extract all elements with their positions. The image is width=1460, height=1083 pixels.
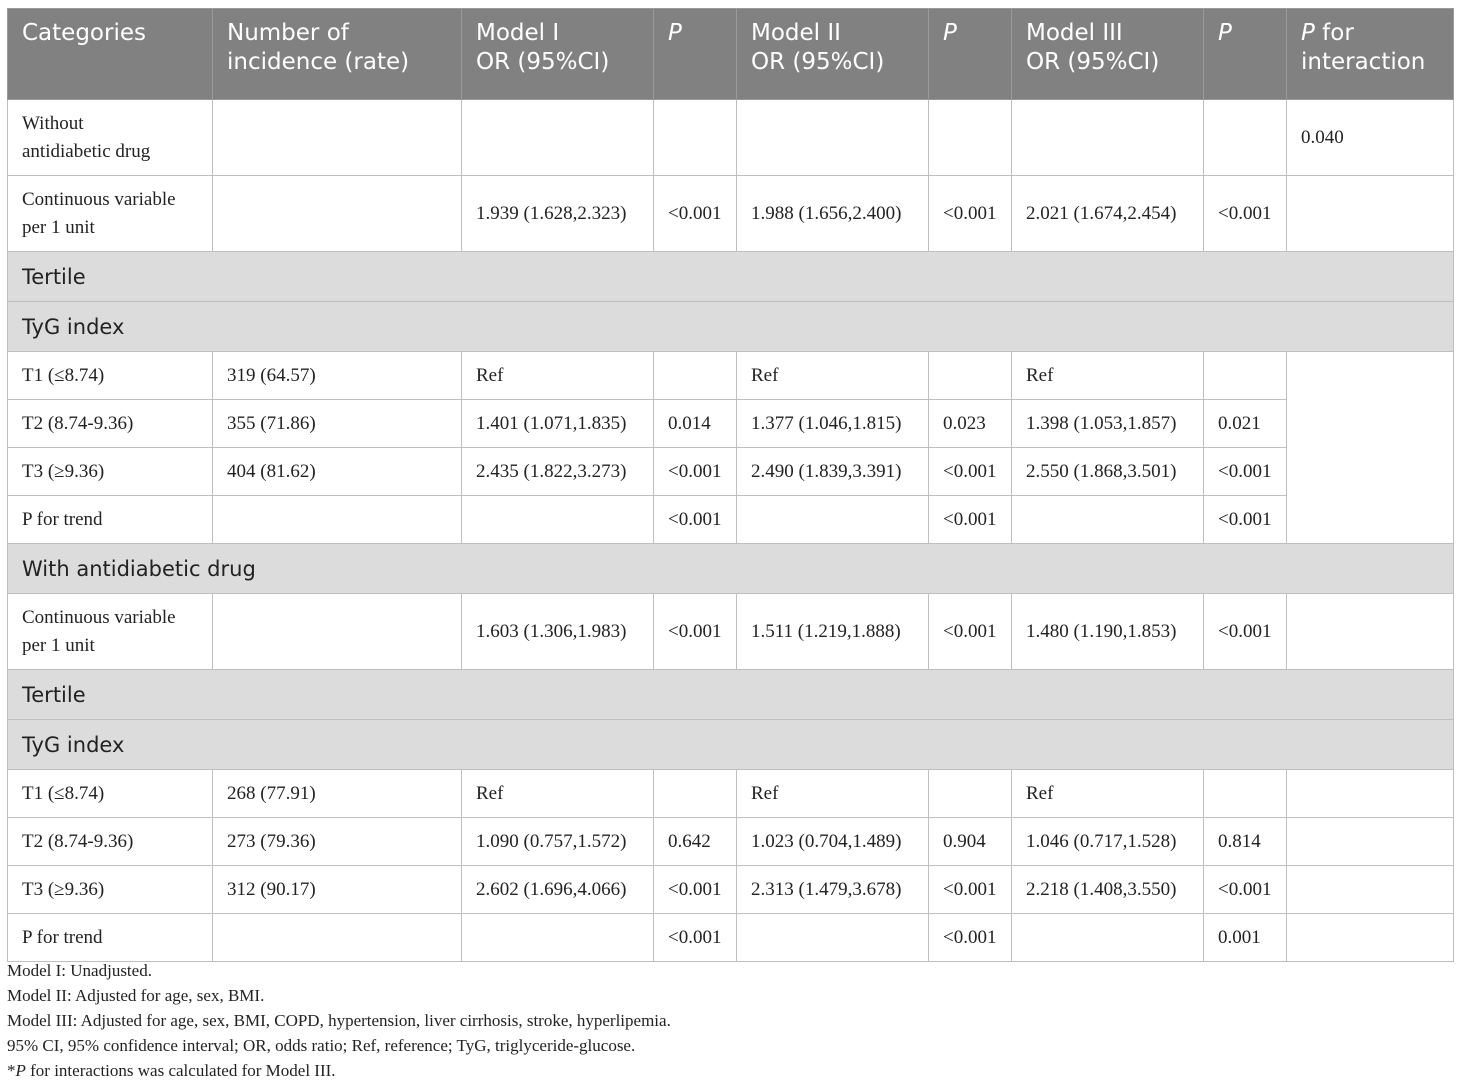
cell-p-interaction: 0.040: [1287, 100, 1454, 176]
cell-model3: 1.480 (1.190,1.853): [1012, 594, 1204, 670]
cell-model2: 1.023 (0.704,1.489): [737, 818, 929, 866]
cell-p-interaction: [1287, 176, 1454, 252]
footnote-interaction: *P for interactions was calculated for Model III.: [7, 1061, 336, 1080]
cell-model1: [462, 914, 654, 962]
header-p-model3: P: [1204, 9, 1287, 100]
cell-p2: <0.001: [929, 914, 1012, 962]
header-number-of-incidence: Number of incidence (rate): [213, 9, 462, 100]
cell-p2: <0.001: [929, 594, 1012, 670]
cell-p1: <0.001: [654, 496, 737, 544]
cell-p3: <0.001: [1204, 448, 1287, 496]
header-model3: Model III OR (95%CI): [1012, 9, 1204, 100]
cell-p2: <0.001: [929, 866, 1012, 914]
section-row-tertile: [8, 670, 1454, 720]
row-label: T1 (≤8.74): [8, 352, 213, 400]
cell-model3: 2.021 (1.674,2.454): [1012, 176, 1204, 252]
cell-p1: <0.001: [654, 866, 737, 914]
row-label: T3 (≥9.36): [8, 866, 213, 914]
row-label: T3 (≥9.36): [8, 448, 213, 496]
cell-model1: [462, 100, 654, 176]
cell-p3: [1204, 100, 1287, 176]
table-row: [8, 594, 1454, 670]
cell-model2: 2.313 (1.479,3.678): [737, 866, 929, 914]
row-label: Continuous variable per 1 unit: [8, 176, 213, 252]
cell-model2: Ref: [737, 770, 929, 818]
row-label: Without antidiabetic drug: [8, 100, 213, 176]
section-label: Tertile: [8, 252, 1454, 302]
cell-number: 404 (81.62): [213, 448, 462, 496]
cell-p1: <0.001: [654, 448, 737, 496]
cell-p-interaction: [1287, 594, 1454, 670]
cell-p2: [929, 352, 1012, 400]
cell-model1: 1.401 (1.071,1.835): [462, 400, 654, 448]
cell-model3: [1012, 100, 1204, 176]
cell-model2: 1.988 (1.656,2.400): [737, 176, 929, 252]
cell-model1: Ref: [462, 352, 654, 400]
section-row-with-antidiabetic-drug: [8, 544, 1454, 594]
cell-model3: [1012, 496, 1204, 544]
header-model1: Model I OR (95%CI): [462, 9, 654, 100]
cell-model2: [737, 496, 929, 544]
table-row: [8, 914, 1454, 962]
cell-p-interaction: [1287, 866, 1454, 914]
cell-p3: 0.021: [1204, 400, 1287, 448]
row-label: Continuous variable per 1 unit: [8, 594, 213, 670]
table-row: [8, 176, 1454, 252]
cell-model1: Ref: [462, 770, 654, 818]
cell-p1: 0.014: [654, 400, 737, 448]
header-model2: Model II OR (95%CI): [737, 9, 929, 100]
cell-number: 273 (79.36): [213, 818, 462, 866]
cell-model3: 1.398 (1.053,1.857): [1012, 400, 1204, 448]
cell-number: 319 (64.57): [213, 352, 462, 400]
cell-model2: Ref: [737, 352, 929, 400]
cell-model3: 2.550 (1.868,3.501): [1012, 448, 1204, 496]
table-row: [8, 400, 1454, 448]
cell-model1: 2.602 (1.696,4.066): [462, 866, 654, 914]
section-label: Tertile: [8, 670, 1454, 720]
cell-number: 355 (71.86): [213, 400, 462, 448]
footnote-abbreviations: 95% CI, 95% confidence interval; OR, odds ratio; Ref, reference; TyG, triglyceride-glucose.: [7, 1036, 636, 1055]
section-row-tyg-index: [8, 302, 1454, 352]
table-row: [8, 770, 1454, 818]
cell-model2: 2.490 (1.839,3.391): [737, 448, 929, 496]
cell-p1: <0.001: [654, 594, 737, 670]
row-label: P for trend: [8, 496, 213, 544]
cell-p3: <0.001: [1204, 594, 1287, 670]
cell-p2: <0.001: [929, 496, 1012, 544]
cell-model1: 1.939 (1.628,2.323): [462, 176, 654, 252]
cell-p2: [929, 100, 1012, 176]
cell-model3: [1012, 914, 1204, 962]
section-row-tyg-index: [8, 720, 1454, 770]
header-categories: Categories: [8, 9, 213, 100]
cell-number: [213, 100, 462, 176]
cell-number: [213, 914, 462, 962]
cell-model1: 1.603 (1.306,1.983): [462, 594, 654, 670]
section-label: TyG index: [8, 720, 1454, 770]
cell-p2: <0.001: [929, 448, 1012, 496]
cell-number: [213, 594, 462, 670]
table-row: [8, 352, 1454, 400]
cell-model2: 1.511 (1.219,1.888): [737, 594, 929, 670]
cell-p3: <0.001: [1204, 866, 1287, 914]
footnote-model2: Model II: Adjusted for age, sex, BMI.: [7, 986, 265, 1005]
cell-model3: Ref: [1012, 770, 1204, 818]
cell-model2: [737, 100, 929, 176]
cell-p3: <0.001: [1204, 176, 1287, 252]
section-label: TyG index: [8, 302, 1454, 352]
cell-number: [213, 176, 462, 252]
section-label: With antidiabetic drug: [8, 544, 1454, 594]
cell-model3: Ref: [1012, 352, 1204, 400]
cell-p-interaction: [1287, 770, 1454, 818]
cell-p1: <0.001: [654, 914, 737, 962]
cell-p-interaction: [1287, 400, 1454, 448]
row-label: P for trend: [8, 914, 213, 962]
cell-p-interaction: [1287, 496, 1454, 544]
footnote-model1: Model I: Unadjusted.: [7, 961, 152, 980]
cell-p-interaction: [1287, 914, 1454, 962]
header-p-model2: P: [929, 9, 1012, 100]
cell-p-interaction: [1287, 818, 1454, 866]
cell-model2: 1.377 (1.046,1.815): [737, 400, 929, 448]
row-label: T2 (8.74-9.36): [8, 818, 213, 866]
header-p-model1: P: [654, 9, 737, 100]
table-row: [8, 866, 1454, 914]
cell-p3: 0.814: [1204, 818, 1287, 866]
table-row: [8, 100, 1454, 176]
cell-p3: [1204, 352, 1287, 400]
cell-model2: [737, 914, 929, 962]
cell-model1: 1.090 (0.757,1.572): [462, 818, 654, 866]
header-p-for-interaction: P for interaction: [1287, 9, 1454, 100]
cell-p3: <0.001: [1204, 496, 1287, 544]
cell-p2: 0.023: [929, 400, 1012, 448]
cell-p1: [654, 770, 737, 818]
footnote-model3: Model III: Adjusted for age, sex, BMI, COPD, hypertension, liver cirrhosis, stroke, hyperlipemia.: [7, 1011, 671, 1030]
cell-model1: [462, 496, 654, 544]
header-row: [8, 9, 1454, 100]
cell-model3: 2.218 (1.408,3.550): [1012, 866, 1204, 914]
cell-model1: 2.435 (1.822,3.273): [462, 448, 654, 496]
cell-p2: <0.001: [929, 176, 1012, 252]
section-row-tertile: [8, 252, 1454, 302]
cell-p1: <0.001: [654, 176, 737, 252]
cell-p1: 0.642: [654, 818, 737, 866]
table-row: [8, 496, 1454, 544]
cell-p1: [654, 352, 737, 400]
cell-p3: [1204, 770, 1287, 818]
cell-number: 312 (90.17): [213, 866, 462, 914]
cell-number: [213, 496, 462, 544]
row-label: T2 (8.74-9.36): [8, 400, 213, 448]
cell-p-interaction: [1287, 352, 1454, 400]
table-row: [8, 448, 1454, 496]
cell-p2: [929, 770, 1012, 818]
table-row: [8, 818, 1454, 866]
cell-model3: 1.046 (0.717,1.528): [1012, 818, 1204, 866]
table-footnotes: [7, 958, 1453, 1083]
row-label: T1 (≤8.74): [8, 770, 213, 818]
cell-number: 268 (77.91): [213, 770, 462, 818]
cell-p3: 0.001: [1204, 914, 1287, 962]
cell-p2: 0.904: [929, 818, 1012, 866]
cell-p-interaction: [1287, 448, 1454, 496]
cell-p1: [654, 100, 737, 176]
results-table-container: [7, 8, 1453, 962]
results-table: [7, 8, 1454, 962]
